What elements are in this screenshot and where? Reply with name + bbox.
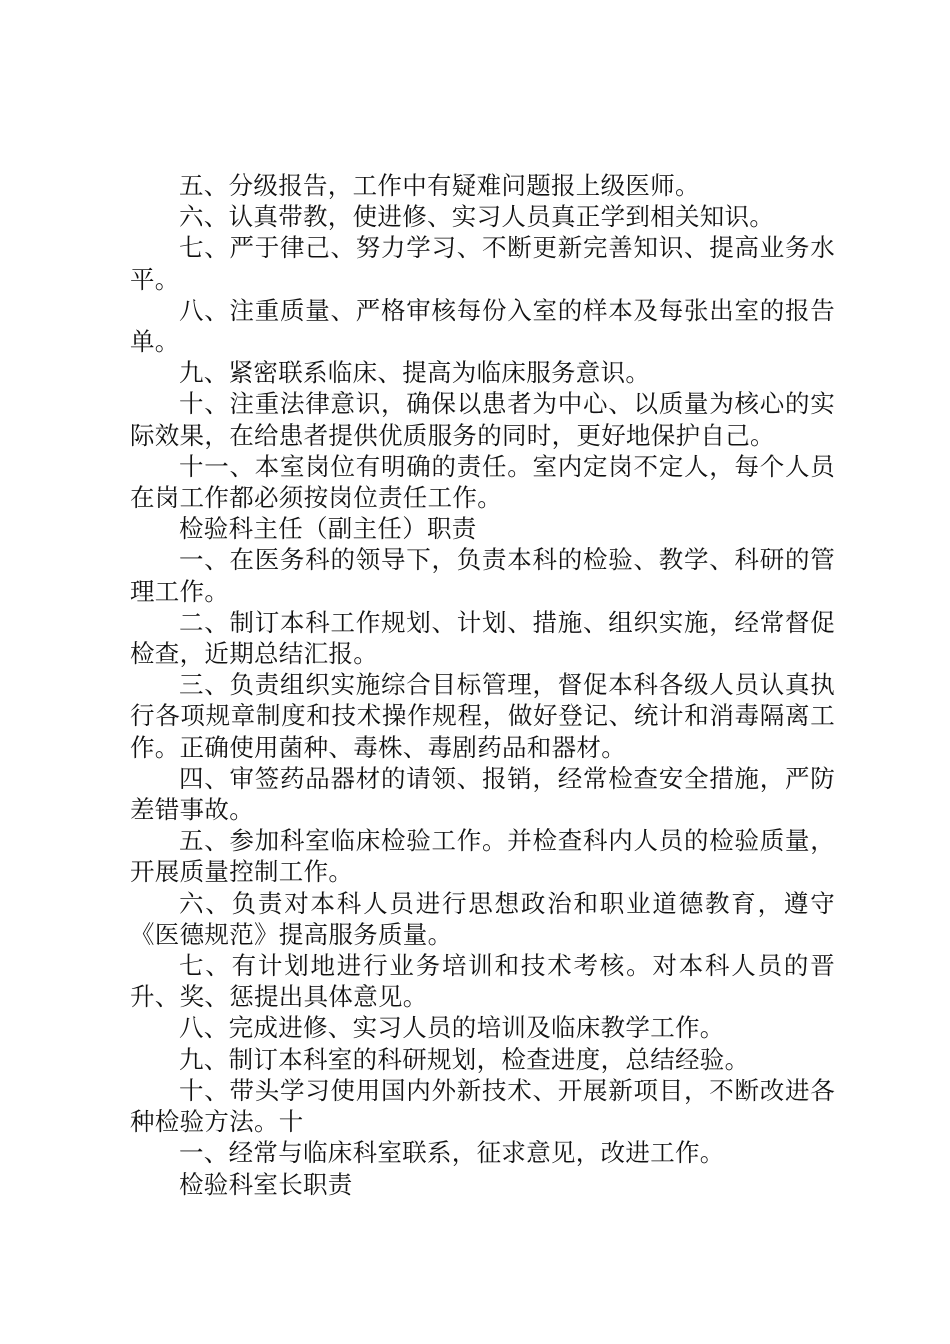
paragraph: 六、负责对本科人员进行思想政治和职业道德教育，遵守《医德规范》提高服务质量。	[130, 888, 835, 949]
document-body	[130, 170, 835, 1200]
paragraph: 二、制订本科工作规划、计划、措施、组织实施，经常督促检查，近期总结汇报。	[130, 607, 835, 669]
paragraph: 七、有计划地进行业务培训和技术考核。对本科人员的晋升、奖、惩提出具体意见。	[130, 951, 835, 1012]
paragraph: 一、在医务科的领导下，负责本科的检验、教学、科研的管理工作。	[130, 545, 835, 606]
paragraph: 三、负责组织实施综合目标管理，督促本科各级人员认真执行各项规章制度和技术操作规程，做好登记、统计和消毒隔离工作。正确使用菌种、毒株、毒剧药品和器材。	[130, 670, 835, 762]
paragraph: 五、参加科室临床检验工作。并检查科内人员的检验质量，开展质量控制工作。	[130, 826, 835, 887]
paragraph: 七、严于律己、努力学习、不断更新完善知识、提高业务水平。	[130, 233, 835, 294]
paragraph: 一、经常与临床科室联系，征求意见，改进工作。	[179, 1138, 725, 1168]
paragraph: 九、紧密联系临床、提高为临床服务意识。	[179, 358, 651, 388]
paragraph: 九、制订本科室的科研规划，检查进度，总结经验。	[179, 1044, 750, 1074]
paragraph: 十一、本室岗位有明确的责任。室内定岗不定人，每个人员在岗工作都必须按岗位责任工作。	[130, 451, 835, 513]
paragraph: 四、审签药品器材的请领、报销，经常检查安全措施，严防差错事故。	[130, 763, 835, 825]
paragraph: 十、注重法律意识，确保以患者为中心、以质量为核心的实际效果，在给患者提供优质服务的同时，更好地保护自己。	[130, 389, 835, 450]
paragraph: 六、认真带教，使进修、实习人员真正学到相关知识。	[179, 202, 775, 232]
section-heading: 检验科室长职责	[179, 1169, 353, 1199]
paragraph: 十、带头学习使用国内外新技术、开展新项目，不断改进各种检验方法。十	[130, 1075, 835, 1137]
paragraph: 五、分级报告，工作中有疑难问题报上级医师。	[179, 171, 700, 200]
paragraph: 八、完成进修、实习人员的培训及临床教学工作。	[179, 1013, 725, 1043]
paragraph: 八、注重质量、严格审核每份入室的样本及每张出室的报告单。	[130, 295, 835, 357]
section-heading: 检验科主任（副主任）职责	[179, 514, 477, 544]
